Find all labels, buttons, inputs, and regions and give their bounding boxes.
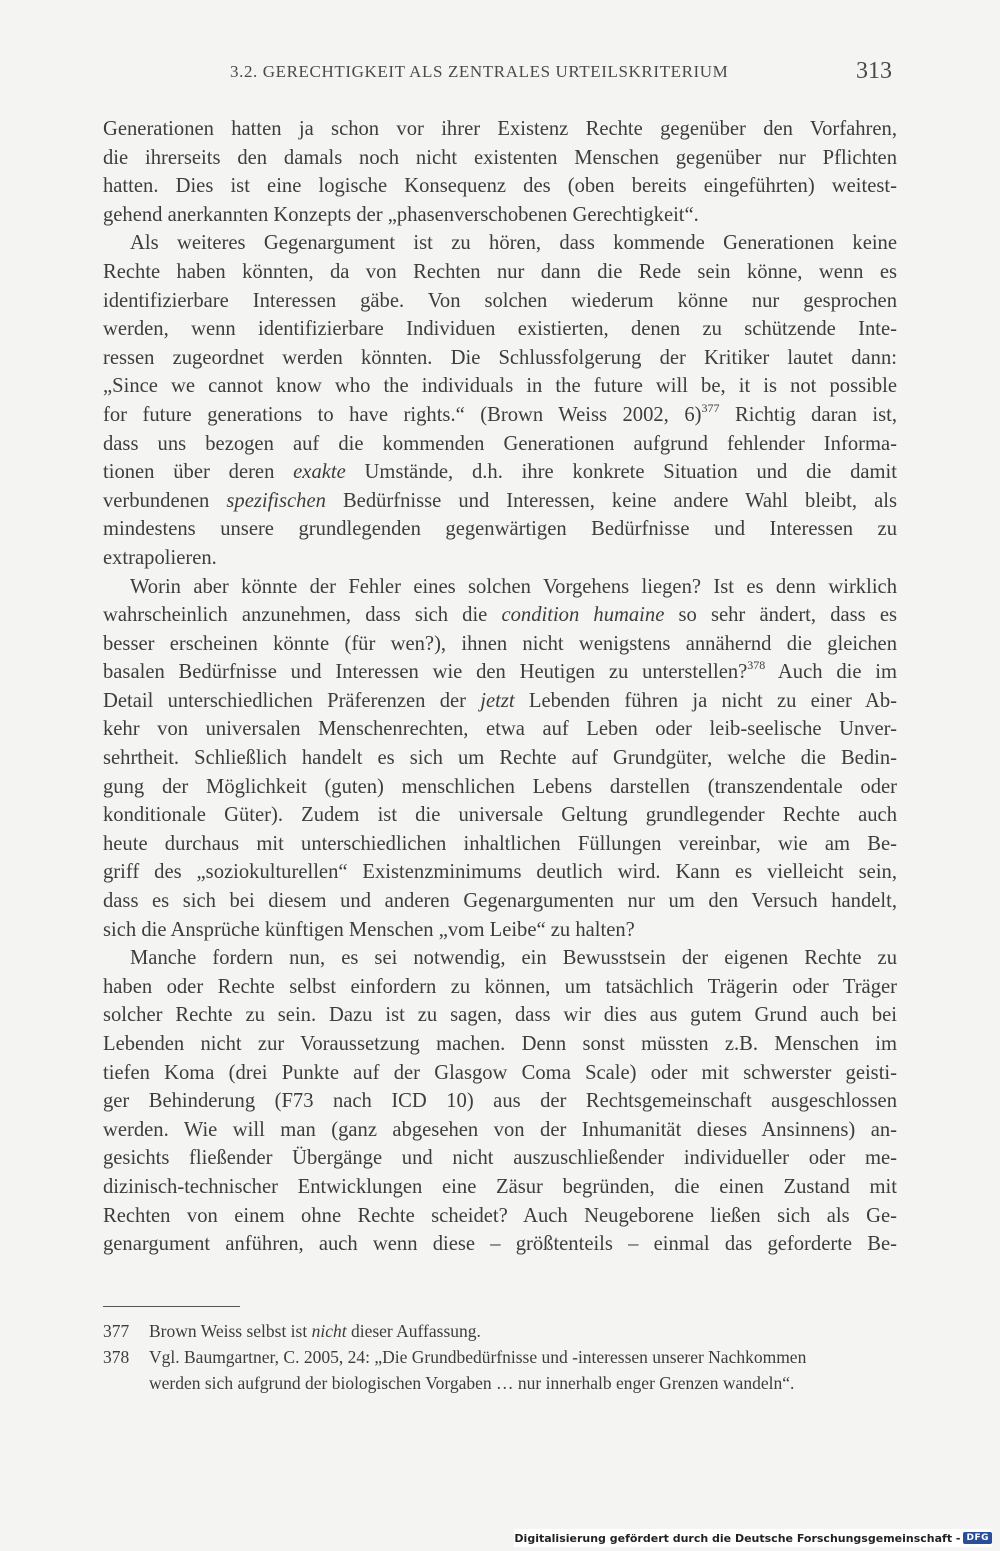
text-line bbox=[103, 630, 897, 659]
text-line bbox=[103, 573, 897, 602]
text-run: Manche fordern nun, es sei notwendig, ein Bewusstsein der eigenen Rechte zu bbox=[130, 947, 897, 970]
text-line bbox=[103, 544, 897, 573]
text-line bbox=[103, 115, 897, 144]
text-line bbox=[103, 229, 897, 258]
text-run: sehrtheit. Schließlich handelt es sich um Rechte auf Grundgüter, welche die Bedin- bbox=[103, 747, 897, 770]
text-line bbox=[103, 1202, 897, 1231]
text-run: dass es sich bei diesem und anderen Gegenargumenten nur um den Versuch handelt, bbox=[103, 890, 897, 913]
footnotes bbox=[103, 1318, 899, 1396]
text-run: werden, wenn identifizierbare Individuen existierten, denen zu schützende Inte- bbox=[103, 318, 897, 341]
text-run: for future generations to have rights.“ (Brown Weiss 2002, 6) bbox=[103, 403, 702, 426]
text-run: genargument anführen, auch wenn diese – größtenteils – einmal das geforderte Be- bbox=[103, 1233, 897, 1256]
text-line bbox=[103, 172, 897, 201]
italic-text: jetzt bbox=[480, 689, 515, 712]
text-run: extrapolieren. bbox=[103, 546, 217, 569]
text-line bbox=[103, 515, 897, 544]
text-run: wahrscheinlich anzunehmen, dass sich die bbox=[103, 604, 502, 627]
text-line bbox=[103, 487, 897, 516]
text-run: Brown Weiss selbst ist bbox=[149, 1321, 312, 1341]
text-run: „Since we cannot know who the individuals in the future will be, it is not possible bbox=[103, 375, 897, 398]
text-line bbox=[103, 201, 897, 230]
footnote-number: 378 bbox=[103, 1347, 130, 1367]
text-line bbox=[103, 658, 897, 687]
text-run: ger Behinderung (F73 nach ICD 10) aus der Rechtsgemeinschaft ausgeschlossen bbox=[103, 1090, 897, 1113]
italic-text: condition humaine bbox=[501, 604, 665, 627]
text-line bbox=[103, 973, 897, 1002]
text-run: ressen zugeordnet werden könnten. Die Schlussfolgerung der Kritiker lautet dann: bbox=[103, 346, 897, 369]
text-line bbox=[103, 401, 897, 430]
text-line bbox=[103, 258, 897, 287]
text-run: Rechte haben könnten, da von Rechten nur dann die Rede sein könne, wenn es bbox=[103, 260, 897, 283]
text-line bbox=[103, 372, 897, 401]
text-line bbox=[103, 1030, 897, 1059]
footnote-line bbox=[149, 1318, 899, 1344]
text-line bbox=[103, 830, 897, 859]
footnote-number: 377 bbox=[103, 1321, 130, 1341]
footnote-separator bbox=[103, 1306, 240, 1307]
text-run: verbundenen bbox=[103, 489, 227, 512]
text-run: gehend anerkannten Konzepts der „phasenverschobenen Gerechtigkeit“. bbox=[103, 203, 699, 226]
text-line bbox=[103, 458, 897, 487]
text-line bbox=[103, 858, 897, 887]
text-line bbox=[103, 601, 897, 630]
text-line bbox=[103, 1173, 897, 1202]
text-run: tiefen Koma (drei Punkte auf der Glasgow Coma Scale) oder mit schwerster geisti- bbox=[103, 1061, 897, 1084]
text-run: Vgl. Baumgartner, C. 2005, 24: „Die Grundbedürfnisse und -interessen unserer Nachkommen bbox=[149, 1347, 807, 1367]
running-head bbox=[100, 58, 900, 92]
text-run: gesichts fließender Übergänge und nicht auszuschließender individueller oder me- bbox=[103, 1147, 897, 1170]
text-line bbox=[103, 344, 897, 373]
running-title: 3.2. GERECHTIGKEIT ALS ZENTRALES URTEILSKRITERIUM bbox=[230, 62, 729, 81]
text-line bbox=[103, 715, 897, 744]
text-line bbox=[103, 315, 897, 344]
text-run: besser erscheinen könnte (für wen?), ihnen nicht wenigstens annähernd die gleichen bbox=[103, 632, 897, 655]
text-line bbox=[103, 916, 897, 945]
text-line bbox=[103, 773, 897, 802]
text-line bbox=[103, 1116, 897, 1145]
page-number: 313 bbox=[856, 58, 892, 84]
footnote-line bbox=[149, 1370, 899, 1396]
text-run: Richtig daran ist, bbox=[719, 403, 897, 426]
text-line bbox=[103, 144, 897, 173]
text-line bbox=[103, 287, 897, 316]
text-line bbox=[103, 944, 897, 973]
footnote-line bbox=[149, 1344, 899, 1370]
text-run: werden sich aufgrund der biologischen Vorgaben … nur innerhalb enger Grenzen wandeln“. bbox=[149, 1373, 795, 1393]
text-run: dizinisch-technischer Entwicklungen eine Zäsur begründen, die einen Zustand mit bbox=[103, 1175, 897, 1198]
text-run: Generationen hatten ja schon vor ihrer Existenz Rechte gegenüber den Vorfahren, bbox=[103, 118, 897, 140]
text-line bbox=[103, 1144, 897, 1173]
text-run: sich die Ansprüche künftigen Menschen „vom Leibe“ zu halten? bbox=[103, 918, 635, 941]
text-run: so sehr ändert, dass es bbox=[664, 604, 897, 627]
text-run: Umstände, d.h. ihre konkrete Situation und die damit bbox=[345, 461, 897, 484]
text-line bbox=[103, 687, 897, 716]
italic-text: spezifischen bbox=[226, 489, 326, 512]
text-line bbox=[103, 1001, 897, 1030]
credit-text: Digitalisierung gefördert durch die Deutsche Forschungsgemeinschaft - bbox=[514, 1531, 961, 1545]
text-line bbox=[103, 1059, 897, 1088]
digitization-credit bbox=[514, 1529, 992, 1547]
text-run: gung der Möglichkeit (guten) menschlichen Lebens darstellen (transzendentale oder bbox=[103, 775, 897, 798]
text-run: Worin aber könnte der Fehler eines solchen Vorgehens liegen? Ist es denn wirklich bbox=[130, 575, 897, 598]
dfg-logo-icon: DFG bbox=[963, 1532, 992, 1544]
body-text bbox=[103, 115, 897, 1259]
text-line bbox=[103, 430, 897, 459]
text-run: konditionale Güter). Zudem ist die universale Geltung grundlegender Rechte auch bbox=[103, 804, 897, 827]
footnote-ref: 377 bbox=[701, 400, 720, 415]
text-line bbox=[103, 744, 897, 773]
text-run: hatten. Dies ist eine logische Konsequenz des (oben bereits eingeführten) weitest- bbox=[103, 175, 897, 198]
text-run: identifizierbare Interessen gäbe. Von solchen wiederum könne nur gesprochen bbox=[103, 289, 897, 312]
text-run: dieser Auffassung. bbox=[346, 1321, 481, 1341]
footnote-ref: 378 bbox=[747, 658, 766, 673]
text-line bbox=[103, 1230, 897, 1259]
text-run: griff des „soziokulturellen“ Existenzminimums deutlich wird. Kann es vielleicht sein, bbox=[103, 861, 897, 884]
text-run: dass uns bezogen auf die kommenden Generationen aufgrund fehlender Informa- bbox=[103, 432, 897, 455]
text-run: werden. Wie will man (ganz abgesehen von der Inhumanität dieses Ansinnens) an- bbox=[103, 1118, 897, 1141]
text-run: solcher Rechte zu sein. Dazu ist zu sagen, dass wir dies aus gutem Grund auch bei bbox=[103, 1004, 897, 1027]
text-run: haben oder Rechte selbst einfordern zu können, um tatsächlich Trägerin oder Träger bbox=[103, 975, 897, 998]
text-line bbox=[103, 801, 897, 830]
text-run: mindestens unsere grundlegenden gegenwärtigen Bedürfnisse und Interessen zu bbox=[103, 518, 897, 541]
text-run: Detail unterschiedlichen Präferenzen der bbox=[103, 689, 481, 712]
text-run: basalen Bedürfnisse und Interessen wie den Heutigen zu unterstellen? bbox=[103, 661, 748, 684]
text-line bbox=[103, 887, 897, 916]
italic-text: nicht bbox=[311, 1321, 347, 1341]
footnote bbox=[103, 1344, 899, 1396]
text-run: tionen über deren bbox=[103, 461, 294, 484]
text-run: kehr von universalen Menschenrechten, etwa auf Leben oder leib-seelische Unver- bbox=[103, 718, 897, 741]
italic-text: exakte bbox=[293, 461, 346, 484]
footnote bbox=[103, 1318, 899, 1344]
text-run: Lebenden führen ja nicht zu einer Ab- bbox=[514, 689, 897, 712]
text-run: Rechten von einem ohne Rechte scheidet? Auch Neugeborene ließen sich als Ge- bbox=[103, 1204, 897, 1227]
text-run: Auch die im bbox=[765, 661, 897, 684]
text-run: heute durchaus mit unterschiedlichen inhaltlichen Füllungen vereinbar, wie am Be- bbox=[103, 832, 897, 855]
text-run: Lebenden nicht zur Voraussetzung machen. Denn sonst müssten z.B. Menschen im bbox=[103, 1033, 897, 1055]
text-run: Bedürfnisse und Interessen, keine andere Wahl bleibt, als bbox=[325, 489, 897, 512]
text-run: Als weiteres Gegenargument ist zu hören, dass kommende Generationen keine bbox=[130, 232, 897, 255]
text-line bbox=[103, 1087, 897, 1116]
text-run: die ihrerseits den damals noch nicht existenten Menschen gegenüber nur Pflichten bbox=[103, 146, 897, 169]
